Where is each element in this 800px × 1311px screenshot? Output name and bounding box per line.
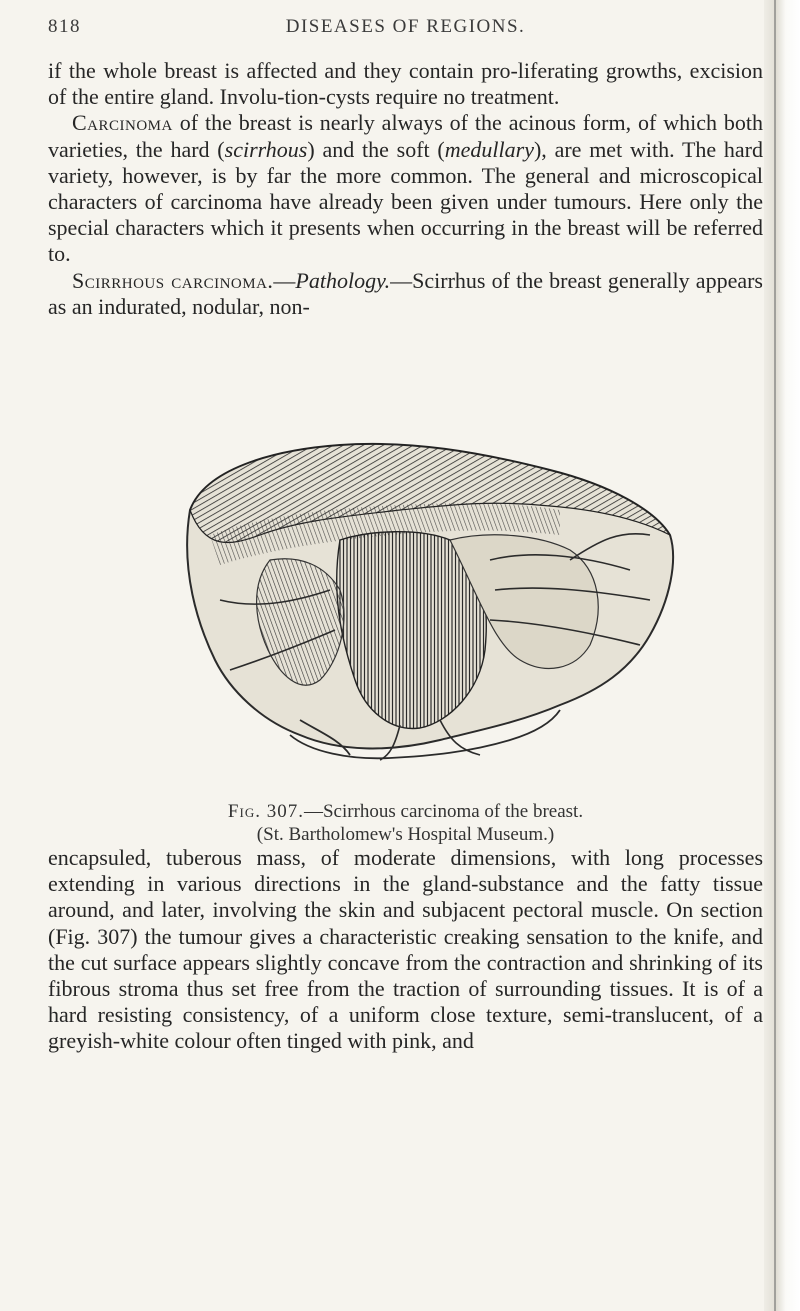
text-run: ), are met with. The hard variety, however, is by far the more common. The general and microscopical characters of carcinoma have already been given under tumours. Here only the special characters which it presents when occurring in the breast will be referred to. (48, 136, 764, 267)
paragraph (48, 845, 763, 1055)
running-head (48, 16, 763, 46)
page-binding-edge (764, 0, 800, 1311)
caption-line-2: (St. Bartholomew's Hospital Museum.) (256, 824, 555, 845)
figure-label: Fig. 307. (227, 801, 304, 822)
small-caps-heading: Carcinoma (72, 110, 173, 136)
page-number: 818 (48, 16, 81, 37)
small-caps-heading: Scirrhous carcinoma. (72, 267, 274, 293)
text-run: ) and the soft ( (307, 136, 445, 162)
text-run: encapsuled, tuberous mass, of moderate dimensions, with long processes extending in various directions in the gland-substance and the fatty tissue around, and later, involving the skin and subjacent pectoral muscle. On section (Fig. 307) the tumour gives a characteristic creaking sensation to the knife, and the cut surface appears slightly concave from the contraction and shrinking of its fibrous stroma thus set free from the traction of surrounding tissues. It is of a hard resisting consistency, of a uniform close texture, semi-translucent, of a greyish-white colour often tinged with pink, and (48, 845, 763, 1054)
caption-line-1: —Scirrhous carcinoma of the breast. (303, 801, 584, 822)
italic-text: scirrhous (224, 136, 308, 162)
body-text-top (48, 58, 763, 320)
paragraph (48, 110, 763, 267)
running-title: DISEASES OF REGIONS. (285, 16, 526, 37)
paragraph (48, 268, 763, 320)
paragraph (48, 58, 763, 110)
text-run: — (273, 267, 296, 293)
text-run: if the whole breast is affected and they contain pro-liferating growths, excision of the entire gland. Involu-tion-cysts require no treatment. (48, 58, 763, 110)
italic-text: medullary (444, 136, 534, 162)
text-run: —Scirrhus of the breast generally appears as an indurated, nodular, non- (48, 267, 763, 319)
text-run: of the breast is nearly always of the acinous form, of which both varieties, the hard ( (48, 110, 763, 162)
figure-caption (48, 800, 763, 846)
figure-scirrhous-carcinoma-illustration (150, 360, 690, 792)
body-text-bottom (48, 845, 763, 1055)
italic-text: Pathology. (295, 267, 391, 293)
